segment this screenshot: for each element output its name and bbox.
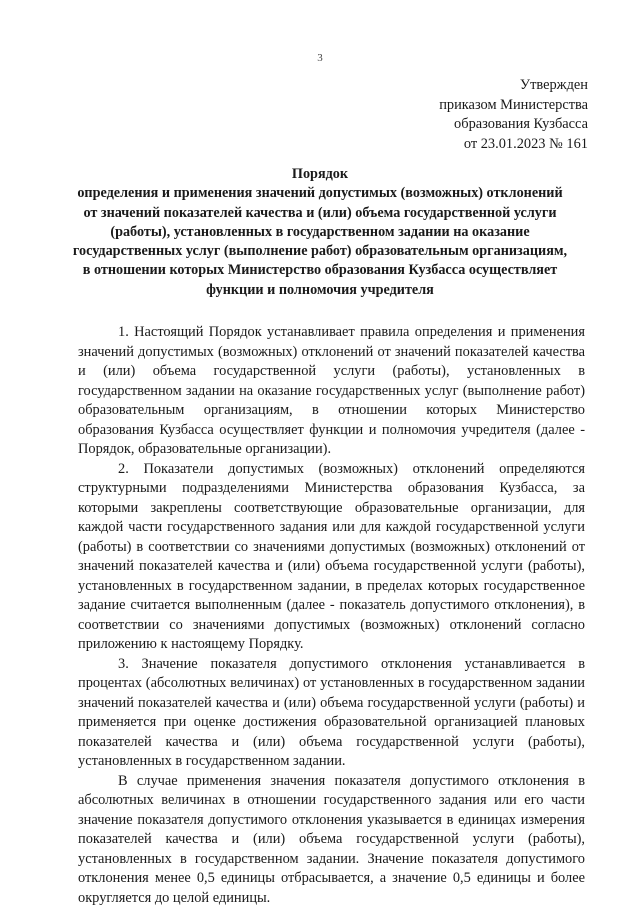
paragraph: 3. Значение показателя допустимого отклонения устанавливается в процентах (абсолютных величинах) от установленных в государственном задании значений показателей качества и (или) объема государственной услуги (работы) и применяется при оценке достижения образовательной организацией плановых показателей качества и (или) объема государственной услуги (работы), установленных в государственном задании. bbox=[78, 655, 585, 772]
title-heading: Порядок bbox=[70, 165, 570, 184]
approval-line: приказом Министерства bbox=[439, 96, 588, 116]
page-number: 3 bbox=[0, 52, 640, 64]
approval-line: Утвержден bbox=[439, 76, 588, 96]
paragraph: 1. Настоящий Порядок устанавливает правила определения и применения значений допустимых (возможных) отклонений от значений показателей качества и (или) объема государственной услуги (работы), установленных в государственном задании на оказание государственных услуг (выполнение работ) образовательным организациям, в отношении которых Министерство образования Кузбасса осуществляет функции и полномочия учредителя (далее - Порядок, образовательные организации). bbox=[78, 323, 585, 460]
approval-line: образования Кузбасса bbox=[439, 115, 588, 135]
approval-line: от 23.01.2023 № 161 bbox=[439, 135, 588, 155]
document-title bbox=[70, 165, 570, 300]
paragraph: В случае применения значения показателя допустимого отклонения в абсолютных величинах в отношении государственного задания или его части значение показателя допустимого отклонения указывается в единицах измерения показателей качества и (или) объема государственной услуги (работы), установленных в государственном задании. Значение показателя допустимого отклонения менее 0,5 единицы отбрасывается, а значение 0,5 единицы и более округляется до целой единицы. bbox=[78, 772, 585, 908]
document-body bbox=[78, 323, 585, 908]
paragraph: 2. Показатели допустимых (возможных) отклонений определяются структурными подразделениями Министерства образования Кузбасса, за которыми закреплены соответствующие образовательные организации, для каждой части государственного задания или для каждой государственной услуги (работы) в соответствии со значениями допустимых (возможных) отклонений от значений показателей качества и (или) объема государственной услуги (работы), установленных в государственном задании, в пределах которых государственное задание считается выполненным (далее - показатель допустимого отклонения), в соответствии со значениями допустимых (возможных) отклонений согласно приложению к настоящему Порядку. bbox=[78, 460, 585, 655]
approval-stamp bbox=[439, 76, 588, 154]
title-subtitle: определения и применения значений допустимых (возможных) отклонений от значений показателей качества и (или) объема государственной услуги (работы), установленных в государственном задании на оказание государственных услуг (выполнение работ) образовательным организациям, в отношении которых Министерство образования Кузбасса осуществляет функции и полномочия учредителя bbox=[70, 184, 570, 300]
